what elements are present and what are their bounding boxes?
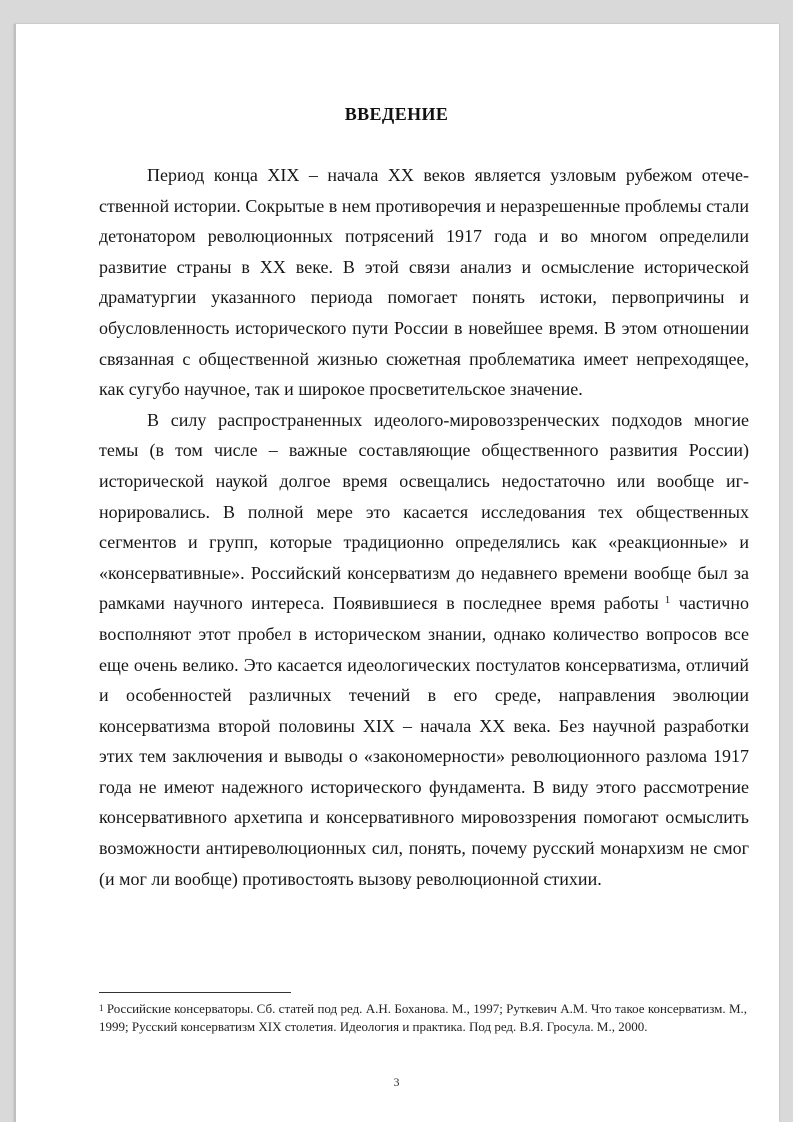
paragraph-2 [99, 405, 749, 895]
footnote-text: Российские консерваторы. Сб. статей под ред. А.Н. Боханова. М., 1997; Руткевич А.М. Что такое консерватизм. М., 1999; Русский консерватизм XIX столетия. Идеология и практика. Под ред. В.Я. Гросула. М., 2000. [99, 1001, 748, 1034]
paragraph-2-continuation: частично восполняют этот пробел в историческом знании, однако количество вопросов все еще очень велико. Это касается идеологических постулатов консерватизма, отличий и особенностей различных течений в его среде, направления эволюции консерватизма второй половины XIX – начала XX века. Без научной разработки этих тем заключения и выводы о «закономерности» революционного разлома 1917 года не имеют надежного исторического фундамента. В виду этого рассмотрение консервативного архетипа и консервативного мировоззрения помогают осмыслить возможности антиреволюционных сил, понять, почему русский монархизм не смог (и мог ли вообще) противостоять вызову революционной стихии. [99, 593, 749, 889]
footnote-mark: 1 [99, 1003, 104, 1013]
page-number: 3 [393, 1075, 400, 1089]
paragraph-2-start: В силу распространенных идеолого-мировоззренческих подходов многие темы (в том числе – важные составляющие общественного развития России) исторической наукой долгое время освещались недостаточно или вообще игнорировались. В полной мере это касается исследования тех общественных сегментов и групп, которые традиционно определялись как «реакционные» и «консервативные». Российский консерватизм до недавнего времени вообще был за рамками научного интереса. Появившиеся в последнее время работы [99, 409, 749, 614]
footnote-divider [99, 992, 291, 993]
body-text [99, 160, 749, 894]
paragraph-1: Период конца XIX – начала XX веков является узловым рубежом отечественной истории. Сокрытые в нем противоречия и неразрешенные проблемы стали детонатором революционных потрясений 1917 года и во многом определили развитие страны в XX веке. В этой связи анализ и осмысление исторической драматургии указанного периода помогает понять истоки, первопричины и обусловленность исторического пути России в новейшее время. В этом отношении связанная с общественной жизнью сюжетная проблематика имеет непреходящее, как сугубо научное, так и широкое просветительское значение. [99, 165, 749, 400]
footnote-reference: 1 [664, 594, 671, 607]
footnote [99, 1000, 747, 1036]
page-title: ВВЕДЕНИЕ [344, 104, 449, 124]
page-edge [14, 24, 16, 1122]
